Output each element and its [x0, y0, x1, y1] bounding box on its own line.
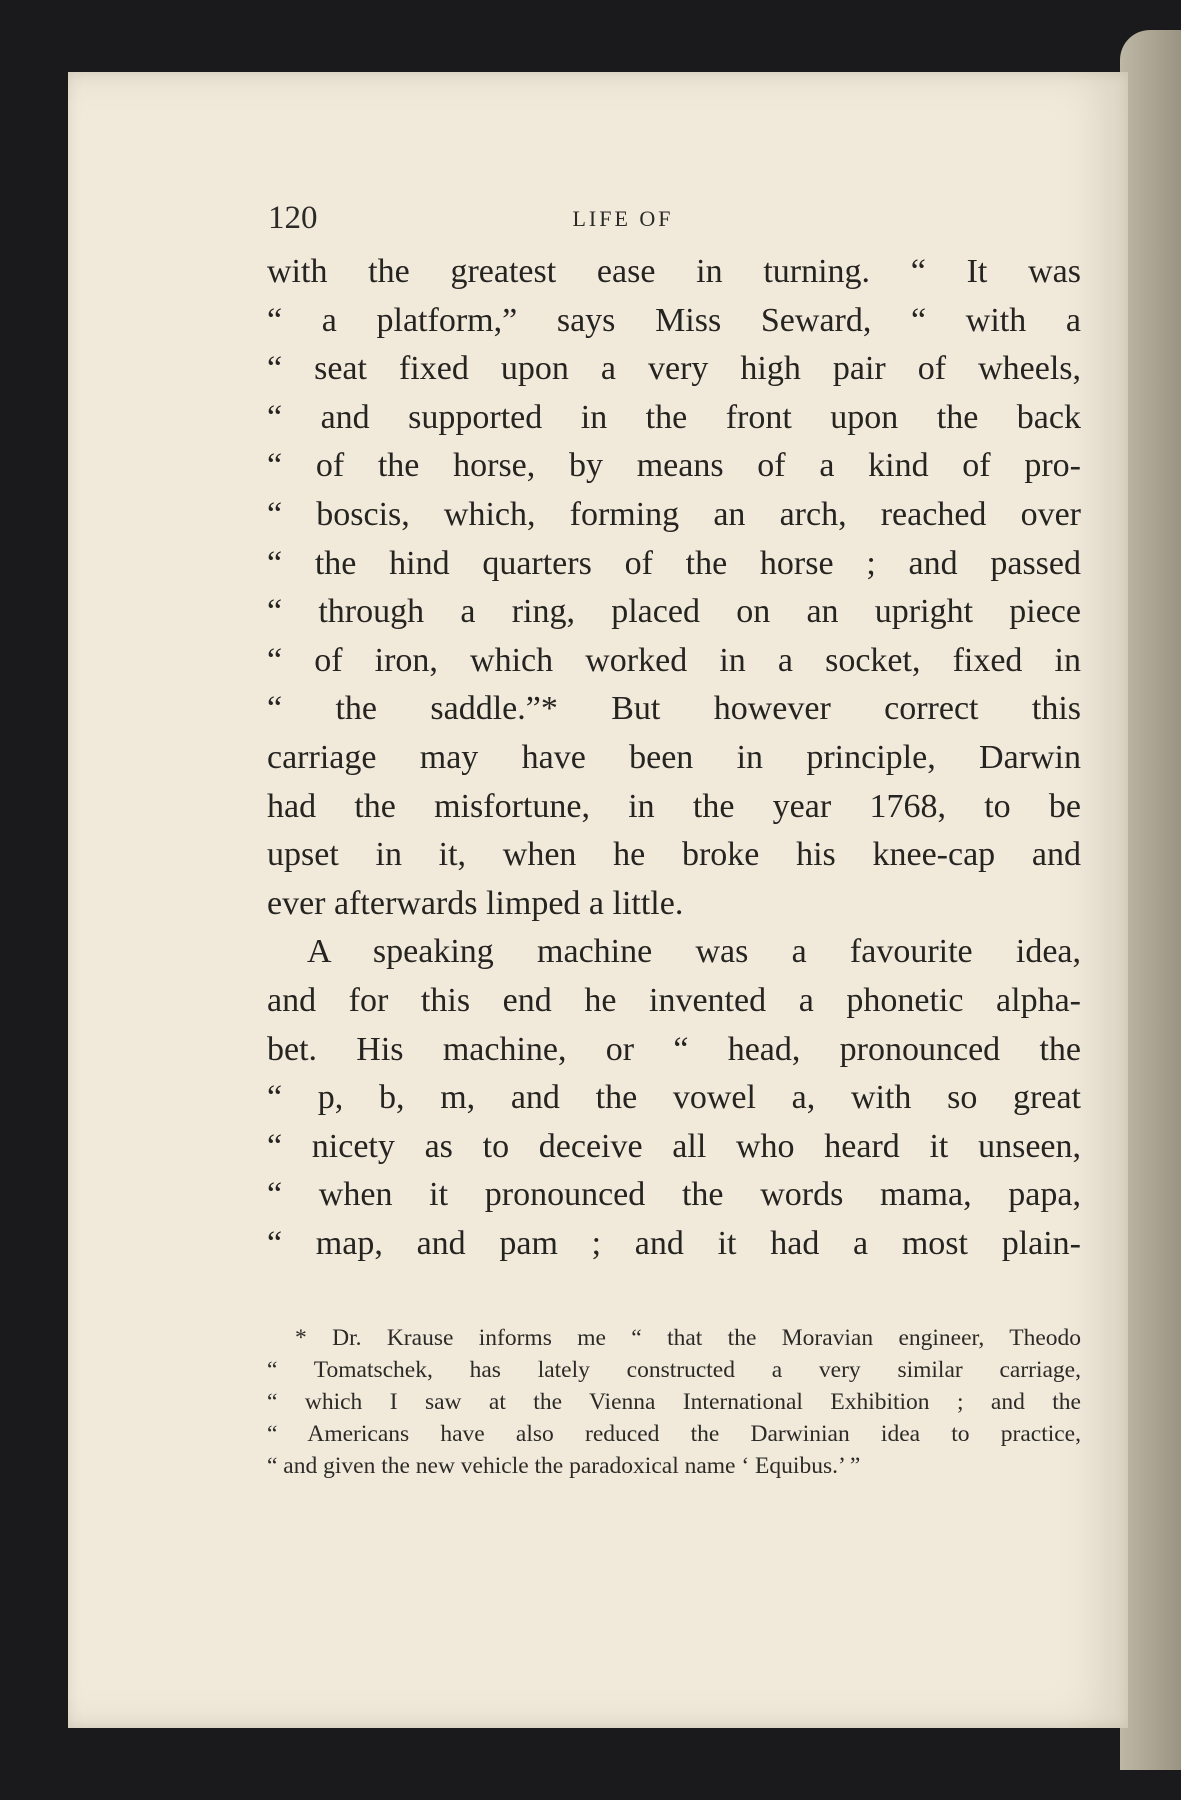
text-line: had the misfortune, in the year 1768, to be: [267, 787, 1081, 825]
adjacent-page-edge: [1120, 30, 1181, 1770]
running-title: LIFE OF: [572, 206, 674, 231]
text-line: ever afterwards limped a little.: [267, 884, 684, 922]
footnote: [267, 1322, 1081, 1482]
book-page: [68, 72, 1128, 1728]
text-line: bet. His machine, or “ head, pronounced the: [267, 1030, 1081, 1068]
text-line: “ seat fixed upon a very high pair of wheels,: [267, 350, 1081, 388]
text-line: “ p, b, m, and the vowel a, with so great: [267, 1079, 1081, 1117]
footnote-line: “ which I saw at the Vienna International Exhibition ; and the: [267, 1389, 1081, 1415]
footnote-line: * Dr. Krause informs me “ that the Moravian engineer, Theodo: [295, 1325, 1081, 1351]
text-line: “ map, and pam ; and it had a most plain-: [267, 1224, 1081, 1262]
text-line: and for this end he invented a phonetic alpha-: [267, 981, 1081, 1019]
running-head: [268, 200, 978, 240]
text-line: “ when it pronounced the words mama, papa,: [267, 1176, 1081, 1214]
text-line: “ nicety as to deceive all who heard it unseen,: [267, 1127, 1081, 1165]
text-line: carriage may have been in principle, Darwin: [267, 738, 1081, 776]
footnote-line: “ Tomatschek, has lately constructed a very similar carriage,: [267, 1357, 1081, 1383]
footnote-line: “ and given the new vehicle the paradoxical name ‘ Equibus.’ ”: [267, 1453, 861, 1479]
text-line: A speaking machine was a favourite idea,: [307, 933, 1081, 971]
text-line: “ the saddle.”* But however correct this: [267, 690, 1081, 728]
page-number: 120: [268, 200, 318, 236]
text-line: “ through a ring, placed on an upright piece: [267, 593, 1081, 631]
footnote-line: “ Americans have also reduced the Darwinian idea to practice,: [267, 1421, 1081, 1447]
body-text: [267, 248, 1081, 1268]
text-line: upset in it, when he broke his knee-cap and: [267, 836, 1081, 874]
text-line: “ of the horse, by means of a kind of pro-: [267, 447, 1081, 485]
text-line: “ a platform,” says Miss Seward, “ with a: [267, 301, 1081, 339]
text-line: “ boscis, which, forming an arch, reached over: [267, 495, 1081, 533]
text-line: “ the hind quarters of the horse ; and passed: [267, 544, 1081, 582]
text-line: with the greatest ease in turning. “ It was: [267, 253, 1081, 290]
text-line: “ of iron, which worked in a socket, fixed in: [267, 641, 1081, 679]
text-line: “ and supported in the front upon the back: [267, 398, 1081, 436]
